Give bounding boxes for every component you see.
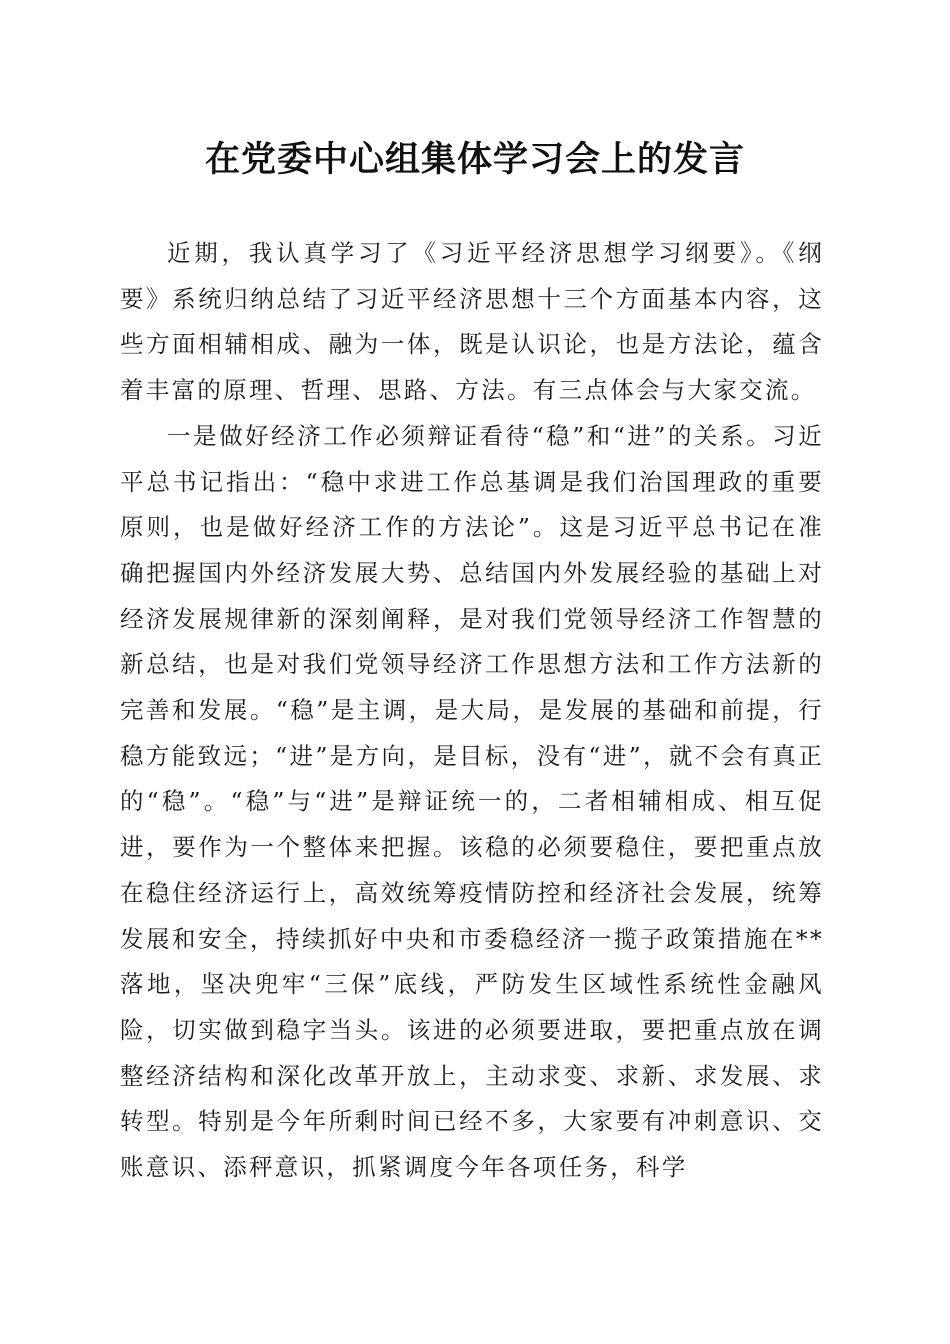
paragraph-intro: 近期，我认真学习了《习近平经济思想学习纲要》。《纲要》系统归纳总结了习近平经济思想十三个方面基本内容，这些方面相辅相成、融为一体，既是认识论，也是方法论，蕴含着丰富的原理、哲理、思路、方法。有三点体会与大家交流。 (120, 239, 824, 405)
paragraph-point-one: 一是做好经济工作必须辩证看待“稳”和“进”的关系。习近平总书记指出：“稳中求进工作总基调是我们治国理政的重要原则，也是做好经济工作的方法论”。这是习近平总书记在准确把握国内外经济发展大势、总结国内外发展经验的基础上对经济发展规律新的深刻阐释，是对我们党领导经济工作智慧的新总结，也是对我们党领导经济工作思想方法和工作方法新的完善和发展。“稳”是主调，是大局，是发展的基础和前提，行稳方能致远；“进”是方向，是目标，没有“进”，就不会有真正的“稳”。“稳”与“进”是辩证统一的，二者相辅相成、相互促进，要作为一个整体来把握。该稳的必须要稳住，要把重点放在稳住经济运行上，高效统筹疫情防控和经济社会发展，统筹发展和安全，持续抓好中央和市委稳经济一揽子政策措施在**落地，坚决兜牢“三保”底线，严防发生区域性系统性金融风险，切实做到稳字当头。该进的必须要进取，要把重点放在调整经济结构和深化改革开放上，主动求变、求新、求发展、求转型。特别是今年所剩时间已经不多，大家要有冲刺意识、交账意识、添秤意识，抓紧调度今年各项任务，科学 (120, 421, 824, 1182)
document-title: 在党委中心组集体学习会上的发言 (204, 139, 745, 180)
document-body (120, 231, 824, 1191)
